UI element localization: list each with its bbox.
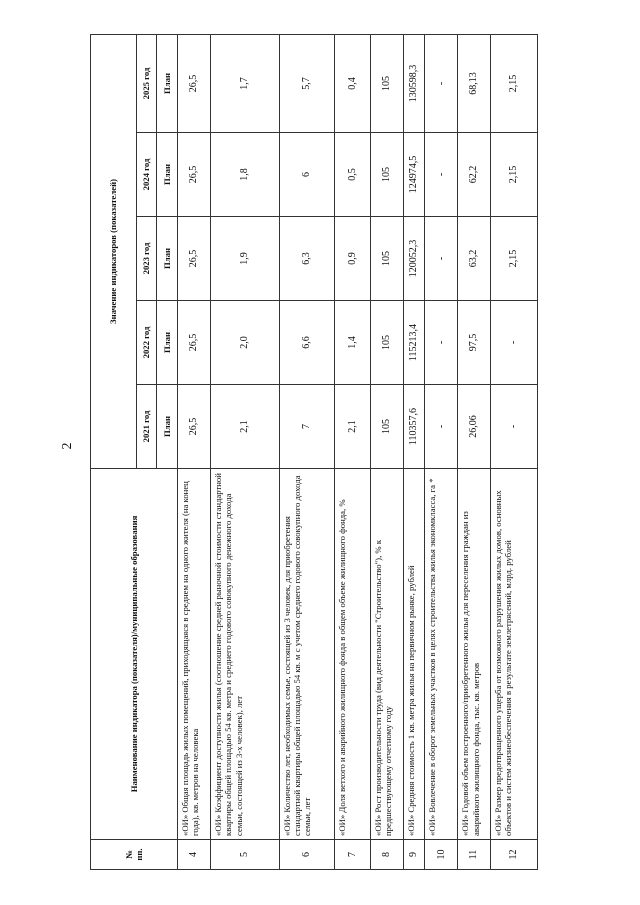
value-2023: 6,3 — [279, 217, 334, 301]
indicator-name: «ОИ» Количество лет, необходимых семье, состоящей из 3 человек, для приобретения стандартной квартиры общей площадью 54 кв. м с учетом среднего годового совокупного дохода семьи, лет — [279, 469, 334, 840]
value-2022: 1,4 — [334, 301, 370, 385]
value-2025: 0,4 — [334, 34, 370, 132]
value-2021: - — [425, 385, 458, 469]
value-2022: 105 — [371, 301, 404, 385]
row-number: 10 — [425, 840, 458, 870]
row-number: 12 — [490, 840, 537, 870]
indicators-table — [90, 34, 538, 870]
row-number: 4 — [178, 840, 211, 870]
value-2021: 2,1 — [334, 385, 370, 469]
indicator-name: «ОИ» Годовой объем построенного/приобретенного жилья для переселения граждан из аварийного жилищного фонда, тыс. кв. метров — [458, 469, 490, 840]
row-number: 8 — [371, 840, 404, 870]
header-year-2021: 2021 год — [137, 385, 157, 469]
indicator-name: «ОИ» Рост производительности труда (вид деятельности "Строительство"), % к предшествующему отчетному году — [371, 469, 404, 840]
header-year-2025: 2025 год — [137, 34, 157, 132]
header-number: № пп. — [91, 840, 178, 870]
value-2023: 0,9 — [334, 217, 370, 301]
row-number: 7 — [334, 840, 370, 870]
value-2025: 1,7 — [211, 34, 279, 132]
value-2021: - — [490, 385, 537, 469]
indicator-name: «ОИ» Вовлечение в оборот земельных участков в целях строительства жилья экономкласса, га * — [425, 469, 458, 840]
value-2024: 2,15 — [490, 133, 537, 217]
value-2025: 26,5 — [178, 34, 211, 132]
value-2024: 62,2 — [458, 133, 490, 217]
header-plan-2021: План — [157, 385, 178, 469]
value-2023: 105 — [371, 217, 404, 301]
value-2024: - — [425, 133, 458, 217]
row-number: 5 — [211, 840, 279, 870]
value-2024: 0,5 — [334, 133, 370, 217]
header-plan-2024: План — [157, 133, 178, 217]
value-2021: 105 — [371, 385, 404, 469]
table-row — [371, 34, 404, 869]
table-row — [279, 34, 334, 869]
header-indicator-values: Значение индикаторов (показателей) — [91, 34, 137, 468]
value-2025: 130598,3 — [404, 34, 425, 132]
indicator-name: «ОИ» Размер предотвращенного ущерба от возможного разрушения жилых домов, основных объектов и систем жизнеобеспечения в результате землетрясений, млрд. рублей — [490, 469, 537, 840]
value-2021: 26,06 — [458, 385, 490, 469]
value-2024: 105 — [371, 133, 404, 217]
value-2024: 124974,5 — [404, 133, 425, 217]
value-2022: 26,5 — [178, 301, 211, 385]
header-plan-2023: План — [157, 217, 178, 301]
table-row — [425, 34, 458, 869]
value-2022: - — [490, 301, 537, 385]
rotated-table-container — [90, 35, 538, 870]
value-2021: 7 — [279, 385, 334, 469]
value-2022: 115213,4 — [404, 301, 425, 385]
value-2022: 6,6 — [279, 301, 334, 385]
page-number: 2 — [60, 442, 75, 450]
header-indicator-name: Наименование индикатора (показателя)/муниципальные образования — [91, 469, 178, 840]
header-year-2022: 2022 год — [137, 301, 157, 385]
table-row — [490, 34, 537, 869]
table-row — [334, 34, 370, 869]
value-2025: 2,15 — [490, 34, 537, 132]
indicator-name: «ОИ» Коэффициент доступности жилья (соотношение средней рыночной стоимости стандартной квартиры общей площадью 54 кв. метра и среднего годового совокупного денежного дохода семьи, состоящей из 3-х человек), лет — [211, 469, 279, 840]
value-2023: 1,9 — [211, 217, 279, 301]
header-plan-2022: План — [157, 301, 178, 385]
value-2024: 6 — [279, 133, 334, 217]
value-2024: 26,5 — [178, 133, 211, 217]
row-number: 11 — [458, 840, 490, 870]
value-2022: - — [425, 301, 458, 385]
value-2025: - — [425, 34, 458, 132]
row-number: 6 — [279, 840, 334, 870]
value-2021: 26,5 — [178, 385, 211, 469]
table-row — [458, 34, 490, 869]
row-number: 9 — [404, 840, 425, 870]
table-row — [178, 34, 211, 869]
indicator-name: «ОИ» Доля ветхого и аварийного жилищного фонда в общем объеме жилищного фонда, % — [334, 469, 370, 840]
value-2025: 5,7 — [279, 34, 334, 132]
value-2023: - — [425, 217, 458, 301]
value-2021: 2,1 — [211, 385, 279, 469]
header-plan-2025: План — [157, 34, 178, 132]
value-2022: 97,5 — [458, 301, 490, 385]
table-row — [211, 34, 279, 869]
value-2025: 68,13 — [458, 34, 490, 132]
indicator-name: «ОИ» Средняя стоимость 1 кв. метра жилья на первичном рынке, рублей — [404, 469, 425, 840]
value-2023: 2,15 — [490, 217, 537, 301]
value-2025: 105 — [371, 34, 404, 132]
value-2023: 120052,3 — [404, 217, 425, 301]
indicator-name: «ОИ» Общая площадь жилых помещений, приходящаяся в среднем на одного жителя (на конец года), кв. метров на человека — [178, 469, 211, 840]
value-2022: 2,0 — [211, 301, 279, 385]
value-2024: 1,8 — [211, 133, 279, 217]
value-2021: 110357,6 — [404, 385, 425, 469]
header-year-2024: 2024 год — [137, 133, 157, 217]
value-2023: 26,5 — [178, 217, 211, 301]
header-year-2023: 2023 год — [137, 217, 157, 301]
value-2023: 63,2 — [458, 217, 490, 301]
table-row — [404, 34, 425, 869]
